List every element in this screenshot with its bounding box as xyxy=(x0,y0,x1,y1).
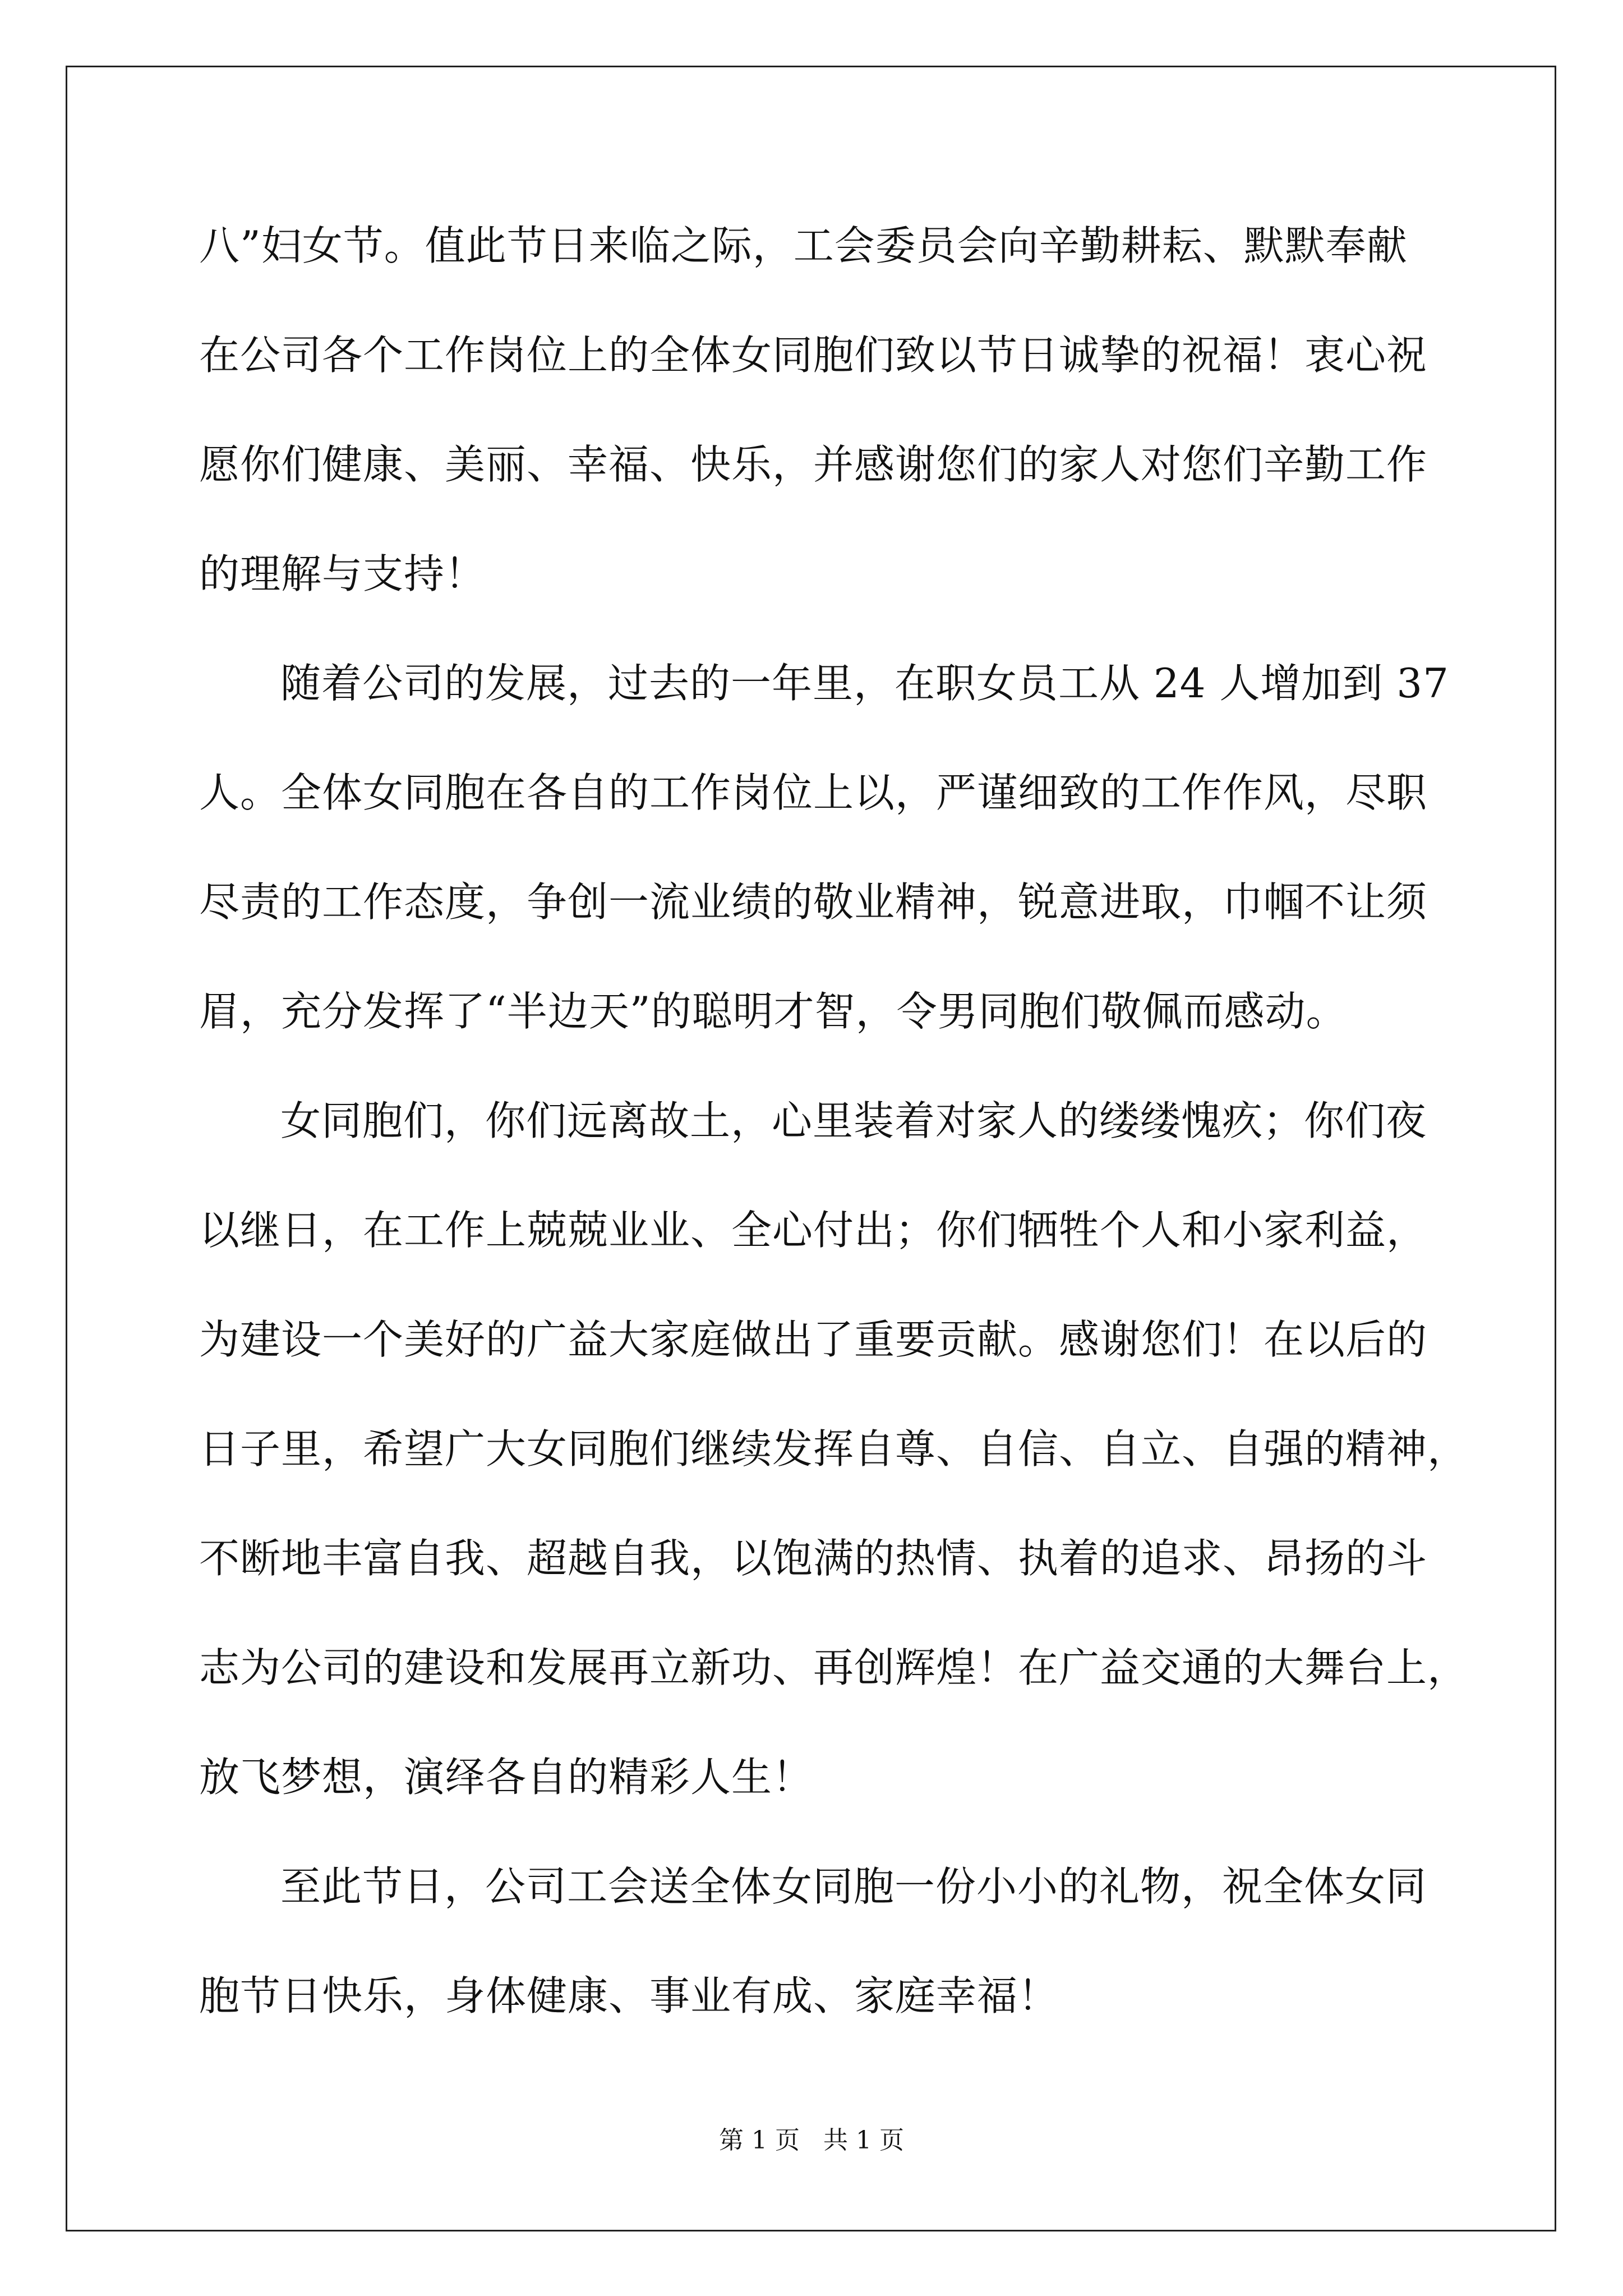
text-line: 胞节日快乐，身体健康、事业有成、家庭幸福！ xyxy=(199,1972,1059,2019)
page-footer: 第 1 页 共 1 页 xyxy=(719,2126,904,2155)
text-line: 人。全体女同胞在各自的工作岗位上以，严谨细致的工作作风，尽职 xyxy=(199,769,1428,816)
text-line: 放飞梦想，演绎各自的精彩人生！ xyxy=(199,1754,814,1801)
text-line: 尽责的工作态度，争创一流业绩的敬业精神，锐意进取，巾帼不让须 xyxy=(199,878,1428,926)
text-line: 日子里，希望广大女同胞们继续发挥自尊、自信、自立、自强的精神， xyxy=(199,1425,1469,1473)
text-line: 至此节日，公司工会送全体女同胞一份小小的礼物，祝全体女同 xyxy=(280,1863,1427,1910)
text-line: 八”妇女节。值此节日来临之际，工会委员会向辛勤耕耘、默默奉献 xyxy=(199,222,1408,269)
text-line: 志为公司的建设和发展再立新功、再创辉煌！在广益交通的大舞台上， xyxy=(199,1644,1469,1691)
text-line: 不断地丰富自我、超越自我，以饱满的热情、执着的追求、昂扬的斗 xyxy=(199,1535,1428,1582)
text-line: 在公司各个工作岗位上的全体女同胞们致以节日诚挚的祝福！衷心祝 xyxy=(199,332,1428,379)
text-line: 为建设一个美好的广益大家庭做出了重要贡献。感谢您们！在以后的 xyxy=(199,1316,1428,1363)
text-line: 眉，充分发挥了“半边天”的聪明才智，令男同胞们敬佩而感动。 xyxy=(199,988,1347,1035)
text-line: 愿你们健康、美丽、幸福、快乐，并感谢您们的家人对您们辛勤工作 xyxy=(199,441,1428,488)
text-line: 的理解与支持！ xyxy=(199,550,486,597)
text-line: 以继日，在工作上兢兢业业、全心付出；你们牺牲个人和小家利益， xyxy=(199,1207,1428,1254)
text-line: 女同胞们，你们远离故土，心里装着对家人的缕缕愧疚；你们夜 xyxy=(280,1097,1427,1144)
text-line: 随着公司的发展，过去的一年里，在职女员工从 24 人增加到 37 xyxy=(280,660,1449,707)
